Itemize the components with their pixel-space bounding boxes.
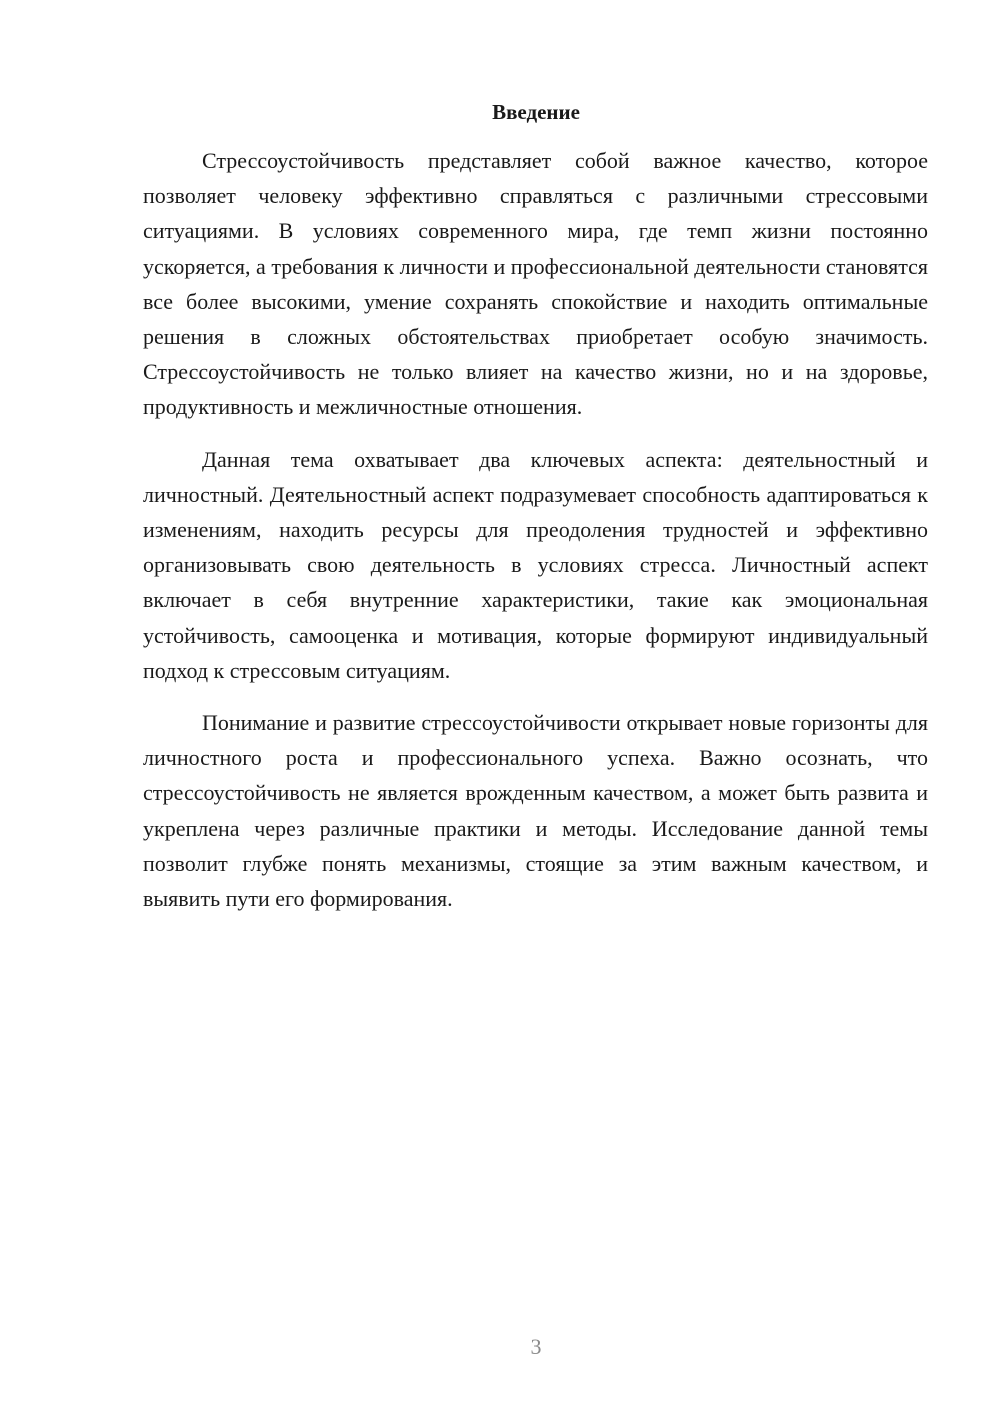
paragraph-3: Понимание и развитие стрессоустойчивости открывает новые горизонты для личностного роста и профессионального успеха. Важно осознать, что стрессоустойчивость не является врожденным качеством, а может быть развита и укреплена через различные практики и методы. Исследование данной темы позволит глубже понять механизмы, стоящие за этим важным качеством, и выявить пути его формирования.	[143, 710, 928, 912]
page-number: 3	[530, 1334, 542, 1359]
paragraph-2: Данная тема охватывает два ключевых аспекта: деятельностный и личностный. Деятельностный аспект подразумевает способность адаптироваться к изменениям, находить ресурсы для преодоления трудностей и эффективно организовывать свою деятельность в условиях стресса. Личностный аспект включает в себя внутренние характеристики, такие как эмоциональная устойчивость, самооценка и мотивация, которые формируют индивидуальный подход к стрессовым ситуациям.	[143, 446, 928, 683]
body-text	[143, 143, 928, 916]
paragraph-1: Стрессоустойчивость представляет собой важное качество, которое позволяет человеку эффективно справляться с различными стрессовыми ситуациями. В условиях современного мира, где темп жизни постоянно ускоряется, а требования к личности и профессиональной деятельности становятся все более высокими, умение сохранять спокойствие и находить оптимальные решения в сложных обстоятельствах приобретает особую значимость. Стрессоустойчивость не только влияет на качество жизни, но и на здоровье, продуктивность и межличностные отношения.	[143, 148, 928, 420]
section-heading: Введение	[492, 100, 580, 124]
